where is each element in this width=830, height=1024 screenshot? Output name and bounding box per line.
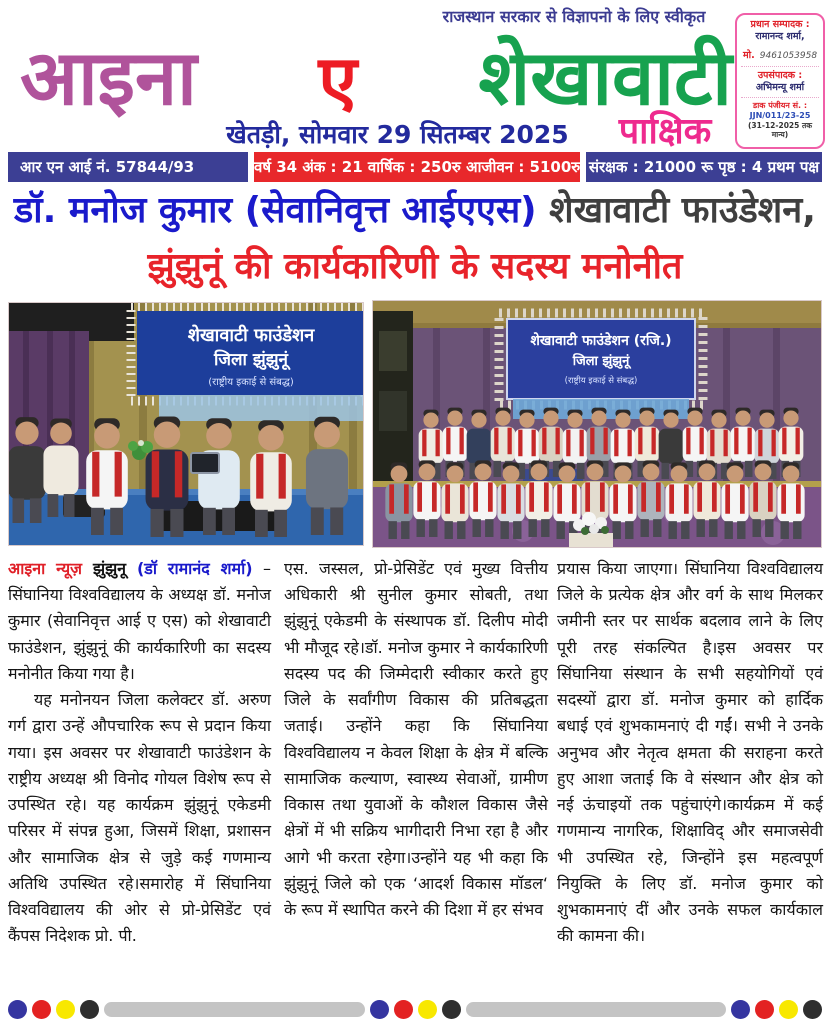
headline-line2: झुंझुनूं की कार्यकारिणी के सदस्य मनोनीत — [147, 246, 683, 287]
event-photo-right — [372, 300, 822, 548]
masthead-word-shekhawati: शेखावाटी — [478, 33, 732, 122]
postal-registration-number: JJN/011/23-25 — [749, 110, 811, 120]
article-column-1 — [8, 556, 271, 950]
footer-dot-yellow — [779, 1000, 798, 1019]
masthead — [20, 8, 732, 122]
event-photo-left-scene — [9, 303, 364, 546]
divider — [741, 66, 819, 67]
footer-dot-red — [394, 1000, 413, 1019]
footer-dot-red — [32, 1000, 51, 1019]
news-agency-label: आइना न्यूज़ — [8, 559, 83, 578]
chief-editor-label: प्रधान सम्पादक : — [750, 19, 810, 30]
editor-info-box — [735, 13, 825, 149]
footer-dot-blue — [370, 1000, 389, 1019]
footer-bar — [466, 1002, 727, 1017]
stage-banner-right-line3: (राष्ट्रीय इकाई से संबद्ध) — [564, 376, 638, 386]
article-paragraph — [8, 556, 271, 687]
article-paragraph: यह मनोनयन जिला कलेक्टर डॉ. अरुण गर्ग द्वारा उन्हें औपचारिक रूप से प्रदान किया गया। इस अवसर पर शेखावाटी फाउंडेशन के राष्ट्रीय अध्यक्ष श्री विनोद गोयल विशेष रूप से उपस्थित रहे। यह कार्यक्रम झुंझुनूं एकेडमी परिसर में संपन्न हुआ, जिसमें शिक्षा, प्रशासन और सामाजिक क्षेत्र से जुड़े कई गणमान्य अतिथि उपस्थित रहे।समारोह में सिंघानिया विश्वविद्यालय की ओर से प्रो-प्रेसिडेंट एवं कैंपस निदेशक प्रो. पी. — [8, 690, 271, 946]
article-paragraph: एस. जस्सल, प्रो-प्रेसिडेंट एवं मुख्य वित्तीय अधिकारी श्री सुनील कुमार सोबती, तथा झुंझुनूं एकेडमी के संस्थापक डॉ. दिलीप मोदी भी मौजूद रहे।डॉ. मनोज कुमार ने कार्यकारिणी सदस्य पद की जिम्मेदारी स्वीकार करते हुए जिले के सर्वांगीण विकास की प्रतिबद्धता जताई। उन्होंने कहा कि सिंघानिया विश्वविद्यालय न केवल शिक्षा के क्षेत्र में बल्कि सामाजिक कल्याण, स्वास्थ्य सेवाओं, ग्रामीण विकास तथा युवाओं के कौशल विकास जैसे क्षेत्रों में भी सक्रिय भागीदारी निभा रहा है और आगे भी करता रहेगा।उन्होंने यह भी कहा कि झुंझुनूं जिले को एक ‘आदर्श विकास मॉडल‘ के रूप में स्थापित करने की दिशा में हर संभव — [284, 559, 548, 920]
masthead-word-e: ए — [318, 40, 358, 122]
article-paragraph: प्रयास किया जाएगा। सिंघानिया विश्वविद्यालय जिले के प्रत्येक क्षेत्र और वर्ग के साथ मिलकर जमीनी स्तर पर सार्थक बदलाव लाने के लिए पूरी तरह संकल्पित है।इस अवसर पर सिंघानिया संस्थान के सभी सहयोगियों एवं सदस्यों द्वारा डॉ. मनोज कुमार को हार्दिक बधाई एवं शुभकामनाएं दी गईं। सभी ने उनके अनुभव और नेतृत्व क्षमता की सराहना करते हुए आशा जताई कि वे संस्थान और क्षेत्र को नई ऊंचाइयों तक पहुंचाएंगे।कार्यक्रम में कई गणमान्य नागरिक, शिक्षाविद् और समाजसेवी भी उपस्थित रहे, जिन्होंने इस महत्वपूर्ण नियुक्ति के लिए डॉ. मनोज कुमार को शुभकामनाएं दीं और उनके सफल कार्यकाल की कामना की। — [557, 559, 823, 946]
footer-dot-red — [755, 1000, 774, 1019]
footer-dot-black — [80, 1000, 99, 1019]
stage-banner-left-line2: जिला झुंझुनूं — [213, 350, 289, 370]
patron-page-strip: संरक्षक : 21000 रू पृष्ठ : 4 प्रथम पक्ष — [586, 152, 822, 182]
event-photo-right-scene — [373, 301, 822, 548]
divider — [741, 97, 819, 98]
article-column-2 — [284, 556, 548, 923]
mobile-label: मो. — [742, 49, 755, 61]
sub-editor-label: उपसंपादक : — [757, 69, 803, 81]
rni-number-strip: आर एन आई नं. 57844/93 — [8, 152, 248, 182]
stage-banner-right-line1: शेखावाटी फाउंडेशन (रजि.) — [530, 333, 672, 349]
news-city-label: झुंझुनू — [82, 559, 137, 578]
postal-registration-label: डाक पंजीयन सं. : — [752, 100, 808, 110]
frequency-label: पाक्षिक — [618, 111, 712, 152]
footer-dot-blue — [731, 1000, 750, 1019]
footer-dot-black — [442, 1000, 461, 1019]
footer-dot-yellow — [56, 1000, 75, 1019]
edition-dateline: खेतड़ी, सोमवार 29 सितम्बर 2025 — [226, 120, 569, 149]
footer-dot-yellow — [418, 1000, 437, 1019]
headline-line1 — [0, 184, 830, 233]
chief-editor-name: रामानन्द शर्मा, — [755, 30, 805, 42]
footer-ornament — [8, 998, 822, 1020]
headline-line1-dark: शेखावाटी फाउंडेशन, — [536, 190, 816, 231]
reporter-name: (डॉ रामानंद शर्मा) — [136, 559, 253, 578]
footer-dot-blue — [8, 1000, 27, 1019]
stage-banner-left-line1: शेखावाटी फाउंडेशन — [187, 325, 315, 346]
article-column-3 — [557, 556, 823, 950]
event-photo-left — [8, 302, 364, 546]
mobile-number: 9461053958 — [759, 50, 818, 61]
issue-info-strip: वर्ष 34 अंक : 21 वार्षिक : 250रु आजीवन : 5100रु — [254, 152, 580, 182]
stage-banner-right-line2: जिला झुंझुनूं — [572, 354, 630, 369]
masthead-word-aaina: आइना — [20, 33, 197, 122]
footer-bar — [104, 1002, 365, 1017]
sub-editor-name: अभिमन्यू शर्मा — [755, 81, 805, 93]
article-text: – सिंघानिया विश्वविद्यालय के अध्यक्ष डॉ. मनोज कुमार (सेवानिवृत्त आई ए एस) को शेखावाटी फाउंडेशन, झुंझुनूं की कार्यकारिणी का सदस्य मनोनीत किया गया है। — [8, 559, 271, 683]
postal-registration-validity: (31-12-2025 तक मान्य) — [747, 120, 813, 139]
headline-line1-blue: डॉ. मनोज कुमार (सेवानिवृत्त आईएएस) — [14, 190, 537, 231]
govt-approval-tagline: राजस्थान सरकार से विज्ञापनो के लिए स्वीकृत — [442, 7, 706, 26]
stage-banner-left-line3: (राष्ट्रीय इकाई से संबद्ध) — [208, 377, 294, 388]
award-plaque — [191, 453, 219, 473]
footer-dot-black — [803, 1000, 822, 1019]
